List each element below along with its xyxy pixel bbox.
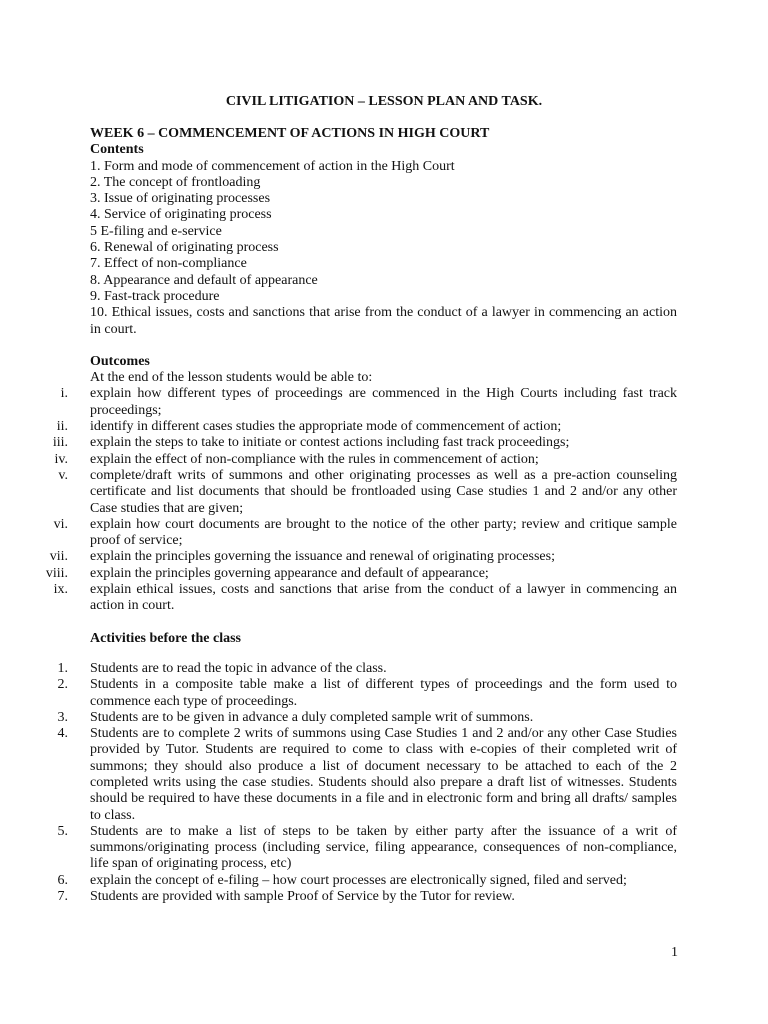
outcome-marker: viii. — [45, 565, 68, 581]
contents-item: 4. Service of originating process — [90, 207, 272, 223]
contents-item: 7. Effect of non-compliance — [90, 256, 247, 272]
outcome-item — [49, 549, 677, 565]
document-body — [45, 126, 677, 905]
document-title: CIVIL LITIGATION – LESSON PLAN AND TASK. — [225, 94, 543, 109]
contents-item: 6. Renewal of originating process — [90, 240, 279, 256]
activity-marker: 1. — [57, 660, 68, 676]
activity-text: Students are to be given in advance a duly completed sample writ of summons. — [90, 709, 534, 725]
activity-item — [57, 660, 677, 677]
activity-marker: 2. — [57, 677, 68, 693]
activity-item — [57, 872, 677, 889]
outcomes-list — [45, 386, 677, 614]
activity-text: explain the concept of e-filing – how court processes are electronically signed, filed and served; — [90, 872, 627, 888]
outcomes-heading: Outcomes — [90, 353, 150, 369]
outcome-marker: ii. — [56, 419, 68, 435]
contents-item: 10. Ethical issues, costs and sanctions that arise from the conduct of a lawyer in commencing an action in court. — [90, 305, 677, 337]
outcome-marker: iv. — [54, 451, 68, 467]
activity-item — [57, 709, 677, 726]
activity-text: Students are to make a list of steps to be taken by either party after the issuance of a writ of summons/originating process (including service, filing appearance, consequences of non-compliance, life span of originating process, etc) — [90, 823, 677, 872]
outcome-item — [60, 386, 677, 419]
contents-list — [90, 159, 677, 338]
outcome-text: complete/draft writs of summons and other originating processes as well as a pre-action counseling certificate and list documents that should be frontloaded using Case studies 1 and 2 and/or any other Case studies that are given; — [90, 467, 677, 516]
outcome-item — [53, 582, 677, 615]
outcome-item — [45, 565, 677, 582]
outcomes-intro: At the end of the lesson students would be able to: — [90, 370, 373, 386]
outcome-item — [58, 467, 677, 517]
outcome-marker: iii. — [52, 435, 68, 451]
contents-item: 3. Issue of originating processes — [90, 191, 271, 207]
activities-list — [57, 660, 677, 905]
outcome-item — [52, 435, 677, 451]
activity-text: Students in a composite table make a list of different types of proceedings and the form used to commence each type of proceedings. — [90, 677, 677, 709]
activity-item — [57, 726, 677, 824]
activity-marker: 5. — [57, 823, 68, 839]
outcome-item — [53, 516, 677, 550]
activity-marker: 6. — [57, 872, 68, 888]
outcome-text: explain the principles governing the issuance and renewal of originating processes; — [90, 549, 555, 565]
page-number: 1 — [671, 945, 678, 960]
outcome-text: explain the effect of non-compliance with the rules in commencement of action; — [90, 451, 539, 467]
outcome-marker: v. — [58, 467, 68, 483]
outcome-marker: vii. — [49, 549, 68, 565]
contents-item: 2. The concept of frontloading — [90, 174, 261, 190]
outcome-text: explain the principles governing appearance and default of appearance; — [90, 565, 489, 581]
outcome-text: explain ethical issues, costs and sanctions that arise from the conduct of a lawyer in commencing an action in court. — [90, 582, 677, 614]
contents-item: 5 E-filing and e-service — [90, 223, 222, 239]
contents-item: 9. Fast-track procedure — [90, 288, 220, 304]
activity-marker: 4. — [57, 726, 68, 742]
outcome-marker: i. — [60, 386, 68, 402]
outcome-text: explain how court documents are brought to the notice of the other party; review and critique sample proof of service; — [90, 516, 677, 549]
activities-heading: Activities before the class — [90, 630, 241, 646]
outcome-item — [54, 451, 677, 468]
contents-item: 8. Appearance and default of appearance — [90, 272, 318, 288]
outcome-text: identify in different cases studies the appropriate mode of commencement of action; — [90, 419, 562, 435]
week-heading: WEEK 6 – COMMENCEMENT OF ACTIONS IN HIGH COURT — [90, 126, 490, 141]
activity-marker: 3. — [57, 709, 68, 725]
outcome-text: explain the steps to take to initiate or contest actions including fast track proceedings; — [90, 435, 570, 451]
outcome-marker: ix. — [53, 582, 68, 598]
activity-text: Students are to read the topic in advance of the class. — [90, 660, 387, 676]
outcome-item — [56, 419, 677, 435]
activity-item — [57, 823, 677, 873]
activity-item — [57, 677, 677, 710]
activity-text: Students are provided with sample Proof of Service by the Tutor for review. — [90, 889, 515, 905]
outcome-text: explain how different types of proceedings are commenced in the High Courts including fast track proceedings; — [90, 386, 677, 418]
activity-item — [57, 889, 677, 905]
activity-marker: 7. — [57, 889, 68, 905]
outcome-marker: vi. — [53, 516, 68, 532]
activity-text: Students are to complete 2 writs of summons using Case Studies 1 and 2 and/or any other Case Studies provided by Tutor. Students are required to come to class with e-copies of their completed writ of summons; they should also produce a list of document necessary to be attached to each of the 2 completed writs using the case studies. Students should also prepare a draft list of witnesses. Students should be required to have these documents in a file and in electronic form and bring all drafts/ samples to class. — [90, 726, 677, 823]
contents-heading: Contents — [90, 142, 144, 158]
contents-item: 1. Form and mode of commencement of action in the High Court — [90, 158, 455, 174]
